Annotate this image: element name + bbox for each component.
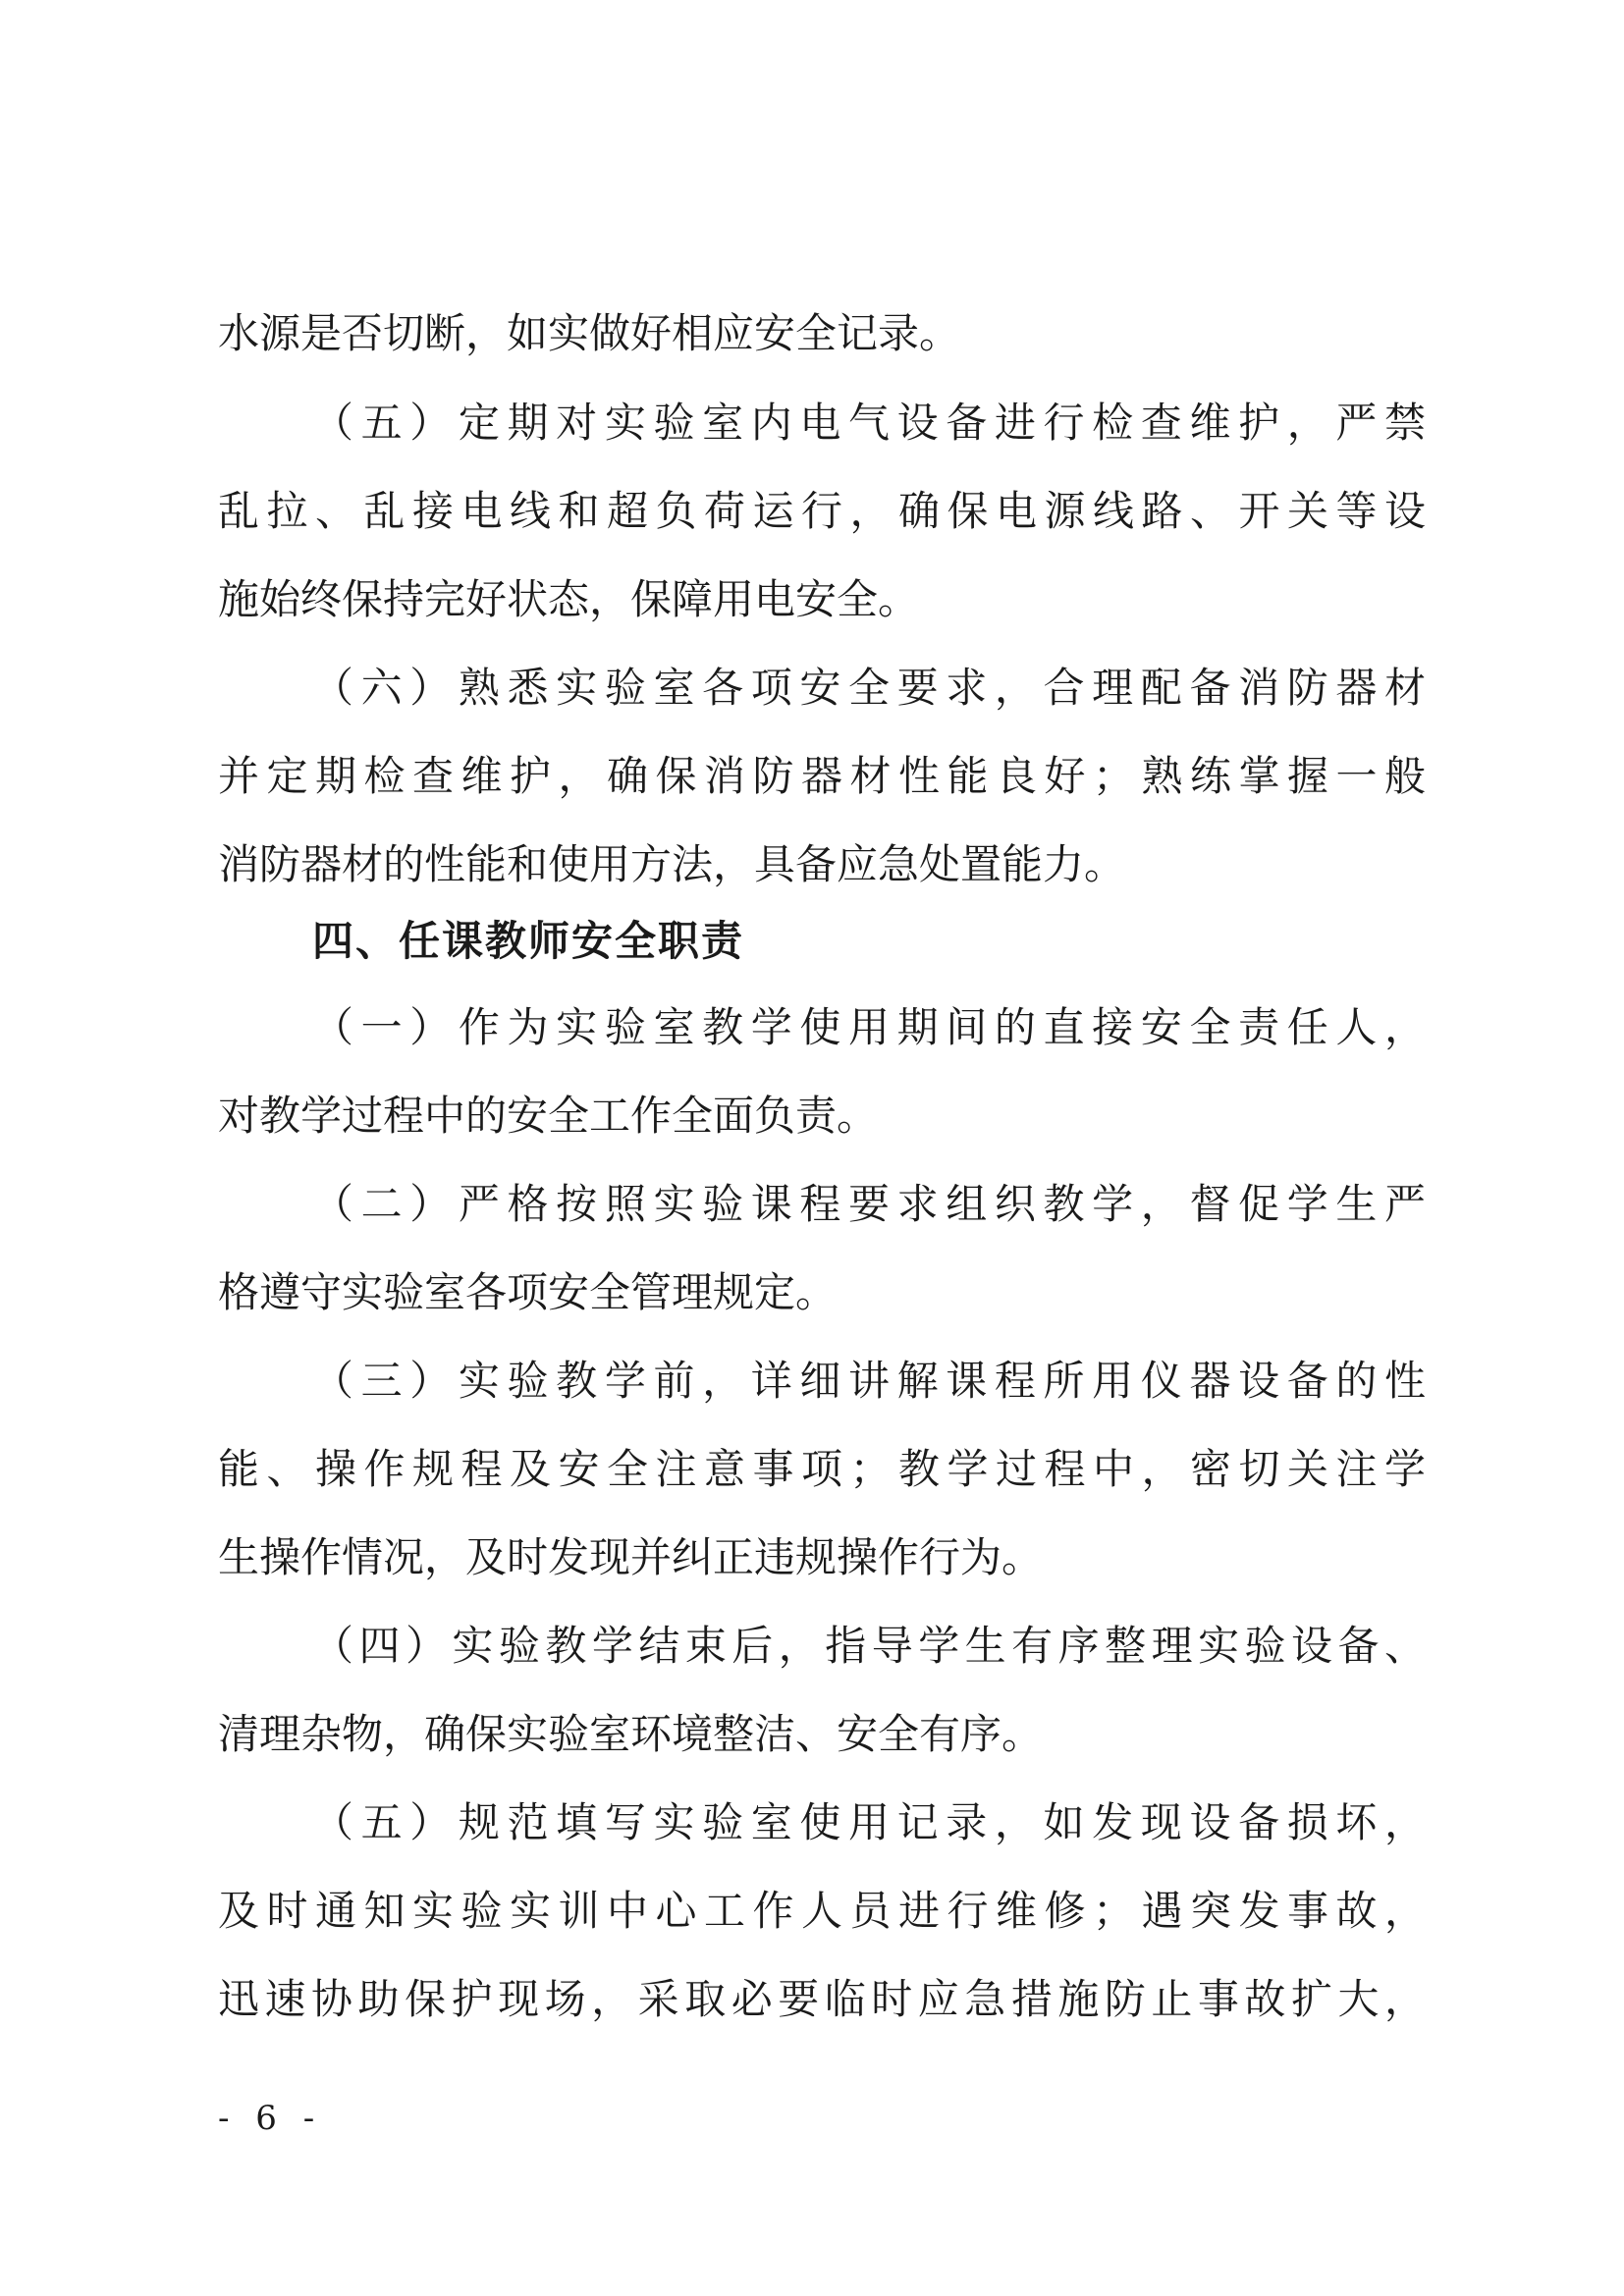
text-line: 生操作情况，及时发现并纠正违规操作行为。: [218, 1533, 1044, 1581]
text-line: 并定期检查维护，确保消防器材性能良好；熟练掌握一般: [218, 752, 1426, 800]
paragraph-start-line: （二）严格按照实验课程要求组织教学，督促学生严: [312, 1180, 1426, 1228]
paragraph-start-line: （四）实验教学结束后，指导学生有序整理实验设备、: [312, 1622, 1426, 1670]
text-line: 乱拉、乱接电线和超负荷运行，确保电源线路、开关等设: [218, 487, 1426, 535]
text-line: 格遵守实验室各项安全管理规定。: [218, 1268, 838, 1316]
text-line: 迅速协助保护现场，采取必要临时应急措施防止事故扩大，: [218, 1975, 1426, 2023]
paragraph-start-line: （六）熟悉实验室各项安全要求，合理配备消防器材: [312, 664, 1426, 712]
paragraph-start-line: （三）实验教学前，详细讲解课程所用仪器设备的性: [312, 1357, 1426, 1405]
paragraph-start-line: （一）作为实验室教学使用期间的直接安全责任人，: [312, 1003, 1426, 1051]
text-line: 能、操作规程及安全注意事项；教学过程中，密切关注学: [218, 1445, 1426, 1493]
text-line: 水源是否切断，如实做好相应安全记录。: [218, 309, 961, 357]
text-line: 对教学过程中的安全工作全面负责。: [218, 1092, 879, 1140]
section-heading: 四、任课教师安全职责: [312, 917, 745, 965]
text-line: 及时通知实验实训中心工作人员进行维修；遇突发事故，: [218, 1887, 1426, 1935]
text-line: 消防器材的性能和使用方法，具备应急处置能力。: [218, 840, 1126, 888]
paragraph-start-line: （五）定期对实验室内电气设备进行检查维护，严禁: [312, 399, 1426, 447]
paragraph-start-line: （五）规范填写实验室使用记录，如发现设备损坏，: [312, 1798, 1426, 1846]
text-line: 清理杂物，确保实验室环境整洁、安全有序。: [218, 1710, 1044, 1758]
page-number: - 6 -: [218, 2099, 323, 2138]
text-line: 施始终保持完好状态，保障用电安全。: [218, 575, 920, 623]
